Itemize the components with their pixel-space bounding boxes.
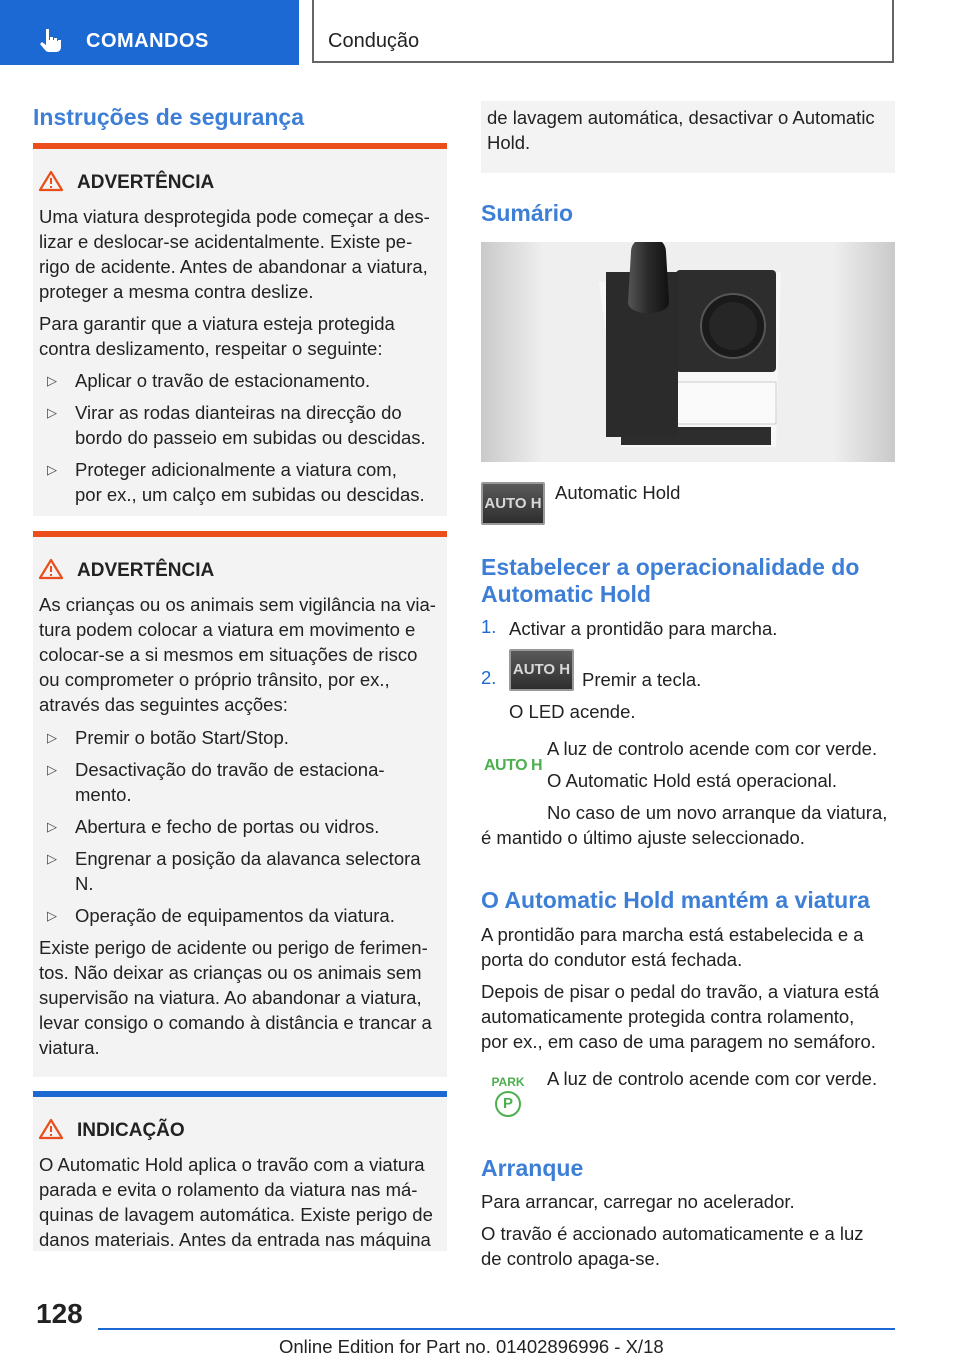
step-2: Premir a tecla.	[582, 669, 702, 690]
start-title: Arranque	[481, 1155, 584, 1181]
warning-triangle-icon	[38, 170, 64, 192]
note-title: INDICAÇÃO	[77, 1120, 185, 1141]
start-p2: O travão é accionado automaticamente e a luz de controlo apaga-se.	[481, 1223, 864, 1269]
hand-icon	[38, 27, 64, 53]
establish-title: Estabelecer a operacionalidade do Automatic Hold	[481, 554, 860, 607]
safety-title: Instruções de segurança	[33, 104, 304, 130]
operational-text: O Automatic Hold está operacional.	[547, 770, 837, 791]
note-continuation: de lavagem automática, desactivar o Automatic Hold.	[487, 107, 875, 153]
holds-p1: A prontidão para marcha está estabelecida e a porta do condutor está fechada.	[481, 924, 864, 970]
note-bar	[33, 1091, 447, 1097]
chapter-label: COMANDOS	[86, 30, 209, 52]
step-number: 2.	[481, 667, 497, 688]
list-item: ▷ Engrenar a posição da alavanca selectora N.	[47, 848, 421, 894]
list-item: ▷ Proteger adicionalmente a viatura com, por ex., um calço em subidas ou descidas.	[47, 459, 425, 505]
list-item: ▷ Operação de equipamentos da viatura.	[47, 905, 395, 926]
warning2-p1: As crianças ou os animais sem vigilância na via- tura podem colocar a viatura em movimento e colocar-se a si mesmos em situações de risco ou comprometer o próprio trânsito, por ex., através das seguintes acções:	[39, 594, 436, 715]
list-item: ▷ Premir o botão Start/Stop.	[47, 727, 289, 748]
warning1-p1: Uma viatura desprotegida pode começar a des- lizar e deslocar-se acidentalmente. Existe pe- rigo de acidente. Antes de abandonar a viatura, proteger a mesma contra deslize.	[39, 206, 430, 302]
step-1: Activar a prontidão para marcha.	[509, 618, 778, 639]
warning2-p2: Existe perigo de acidente ou perigo de ferimen- tos. Não deixar as crianças ou os animais sem supervisão na viatura. Ao abandonar a viatura, levar consigo o comando à distância e trancar a viatura.	[39, 937, 432, 1058]
warning1-p2: Para garantir que a viatura esteja protegida contra deslizamento, respeitar o seguinte:	[39, 313, 395, 359]
holds-p2: Depois de pisar o pedal do travão, a viatura está automaticamente protegida contra rolamento, por ex., em caso de uma paragem no semáforo.	[481, 981, 879, 1052]
list-item: ▷ Virar as rodas dianteiras na direcção do bordo do passeio em subidas ou descidas.	[47, 402, 426, 448]
note-p1: O Automatic Hold aplica o travão com a viatura parada e evita o rolamento da viatura nas má- quinas de lavagem automática. Existe perigo de danos materiais. Antes da entrada nas máquina	[39, 1154, 433, 1250]
button-caption: Automatic Hold	[555, 482, 681, 503]
warning-title: ADVERTÊNCIA	[77, 172, 215, 193]
list-item: ▷ Aplicar o travão de estacionamento.	[47, 370, 371, 391]
list-item: ▷ Abertura e fecho de portas ou vidros.	[47, 816, 380, 837]
footer-rule	[98, 1328, 895, 1330]
step-number: 1.	[481, 616, 497, 637]
section-label: Condução	[328, 30, 420, 52]
list-item: ▷ Desactivação do travão de estaciona- mento.	[47, 759, 385, 805]
page-number: 128	[36, 1298, 83, 1329]
summary-title: Sumário	[481, 200, 574, 226]
console-illustration	[481, 242, 895, 462]
warning-triangle-icon	[38, 558, 64, 580]
restart-line-2: é mantido o último ajuste seleccionado.	[481, 827, 805, 848]
led-text: O LED acende.	[509, 701, 636, 722]
chapter-tab	[0, 0, 299, 65]
footer-edition: Online Edition for Part no. 01402896996 - X/18	[279, 1336, 664, 1357]
center-console-photo	[481, 242, 895, 462]
park-green-text: A luz de controlo acende com cor verde.	[547, 1068, 878, 1089]
warning-bar	[33, 143, 447, 149]
start-p1: Para arrancar, carregar no acelerador.	[481, 1191, 795, 1212]
section-header	[312, 0, 894, 63]
auto-h-indicator-icon: AUTO H	[484, 757, 543, 774]
warning-triangle-icon	[38, 1118, 64, 1140]
auto-h-button-icon: AUTO H	[509, 649, 574, 691]
holds-title: O Automatic Hold mantém a viatura	[481, 887, 870, 913]
indicator-green-text: A luz de controlo acende com cor verde.	[547, 738, 878, 759]
warning-bar	[33, 531, 447, 537]
warning-title: ADVERTÊNCIA	[77, 560, 215, 581]
auto-h-button-icon: AUTO H	[481, 482, 545, 525]
restart-line-1: No caso de um novo arranque da viatura,	[547, 802, 888, 823]
park-brake-indicator-icon: PARK P	[490, 1075, 526, 1119]
